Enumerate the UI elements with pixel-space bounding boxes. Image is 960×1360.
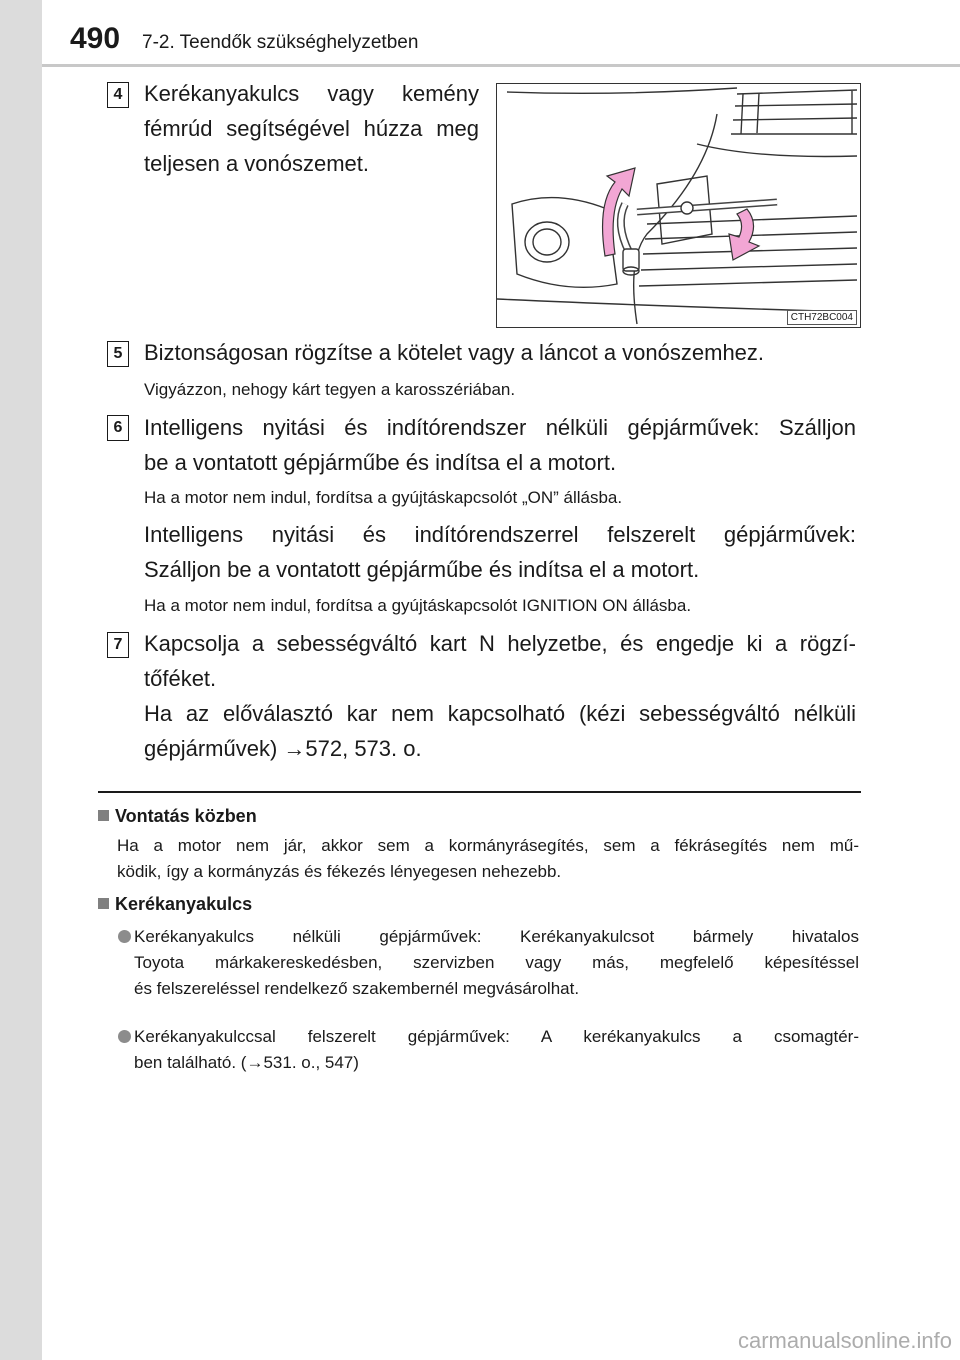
circle-bullet-icon: [118, 930, 131, 943]
wrench-bullet-1-line-3: és felszereléssel rendelkező szakembernél megvásárolhat.: [134, 979, 580, 998]
step-7-line-1: Kapcsolja a sebességváltó kart N helyzetbe, és engedje ki a rögzí-: [144, 631, 856, 656]
page-number: 490: [70, 22, 121, 55]
step-7-line-2: tőféket.: [144, 666, 217, 691]
section-title-wrench: Kerékanyakulcs: [115, 894, 253, 914]
step-number-5: 5: [107, 341, 129, 367]
step-5-note: Vigyázzon, nehogy kárt tegyen a karosszériában.: [144, 380, 516, 399]
step-4-line-3: teljesen a vonószemet.: [144, 151, 370, 176]
wrench-bullet-1: [134, 924, 859, 1002]
watermark: carmanualsonline.info: [737, 1328, 952, 1353]
step-number-7: 7: [107, 632, 129, 658]
step-5-text: Biztonságosan rögzítse a kötelet vagy a láncot a vonószemhez.: [144, 340, 765, 365]
step-6-line-4: Szálljon be a vontatott gépjárműbe és indítsa el a motort.: [144, 557, 700, 582]
section-body-towing: [117, 833, 859, 885]
step-6-note-2: Ha a motor nem indul, fordítsa a gyújtáskapcsolót IGNITION ON állásba.: [144, 596, 692, 615]
step-6-text: [144, 410, 856, 480]
square-bullet-icon: [98, 810, 109, 821]
circle-bullet-icon: [118, 1030, 131, 1043]
page-header: 7-2. Teendők szükséghelyzetben: [142, 32, 419, 53]
section-divider: [98, 791, 861, 793]
step-7-text: [144, 626, 856, 766]
tow-eyelet-illustration: [496, 83, 861, 328]
step-4-line-2: fémrúd segítségével húzza meg: [144, 116, 479, 141]
wrench-bullet-2-line-2: ben található. (→531. o., 547): [134, 1053, 359, 1072]
step-6-text-2: [144, 517, 856, 587]
header-rule: [42, 64, 960, 67]
step-number-4: 4: [107, 82, 129, 108]
section-title-towing: Vontatás közben: [115, 806, 257, 826]
towing-line-1: Ha a motor nem jár, akkor sem a kormányrásegítés, sem a fékrásegítés nem mű-: [117, 836, 859, 855]
step-4-text: [144, 76, 479, 181]
step-6-line-3: Intelligens nyitási és indítórendszerrel felszerelt gépjárművek:: [144, 522, 856, 547]
step-4-line-1: Kerékanyakulcs vagy kemény: [144, 81, 479, 106]
step-7-line-3: Ha az előválasztó kar nem kapcsolható (kézi sebességváltó nélküli: [144, 701, 856, 726]
step-6-line-2: be a vontatott gépjárműbe és indítsa el a motort.: [144, 450, 617, 475]
wrench-bullet-1-line-2: Toyota márkakereskedésben, szervizben vagy más, megfelelő képesítéssel: [134, 953, 859, 972]
page-margin-strip: [0, 0, 42, 1360]
step-6-line-1: Intelligens nyitási és indítórendszer nélküli gépjárművek: Szálljon: [144, 415, 856, 440]
step-number-6: 6: [107, 415, 129, 441]
towing-line-2: ködik, így a kormányzás és fékezés lényegesen nehezebb.: [117, 862, 562, 881]
wrench-bullet-2-line-1: Kerékanyakulccsal felszerelt gépjárművek: A kerékanyakulcs a csomagtér-: [134, 1027, 859, 1046]
wrench-bullet-2: [134, 1024, 859, 1076]
step-6-note: Ha a motor nem indul, fordítsa a gyújtáskapcsolót „ON” állásba.: [144, 488, 623, 507]
tow-eyelet-drawing: [497, 84, 861, 328]
section-heading-towing: [98, 803, 257, 829]
figure-code: CTH72BC004: [787, 310, 857, 325]
square-bullet-icon: [98, 898, 109, 909]
wrench-bullet-1-line-1: Kerékanyakulcs nélküli gépjárművek: Kerékanyakulcsot bármely hivatalos: [134, 927, 859, 946]
step-7-line-4: gépjárművek) →572, 573. o.: [144, 736, 422, 761]
section-heading-wrench: [98, 891, 252, 917]
